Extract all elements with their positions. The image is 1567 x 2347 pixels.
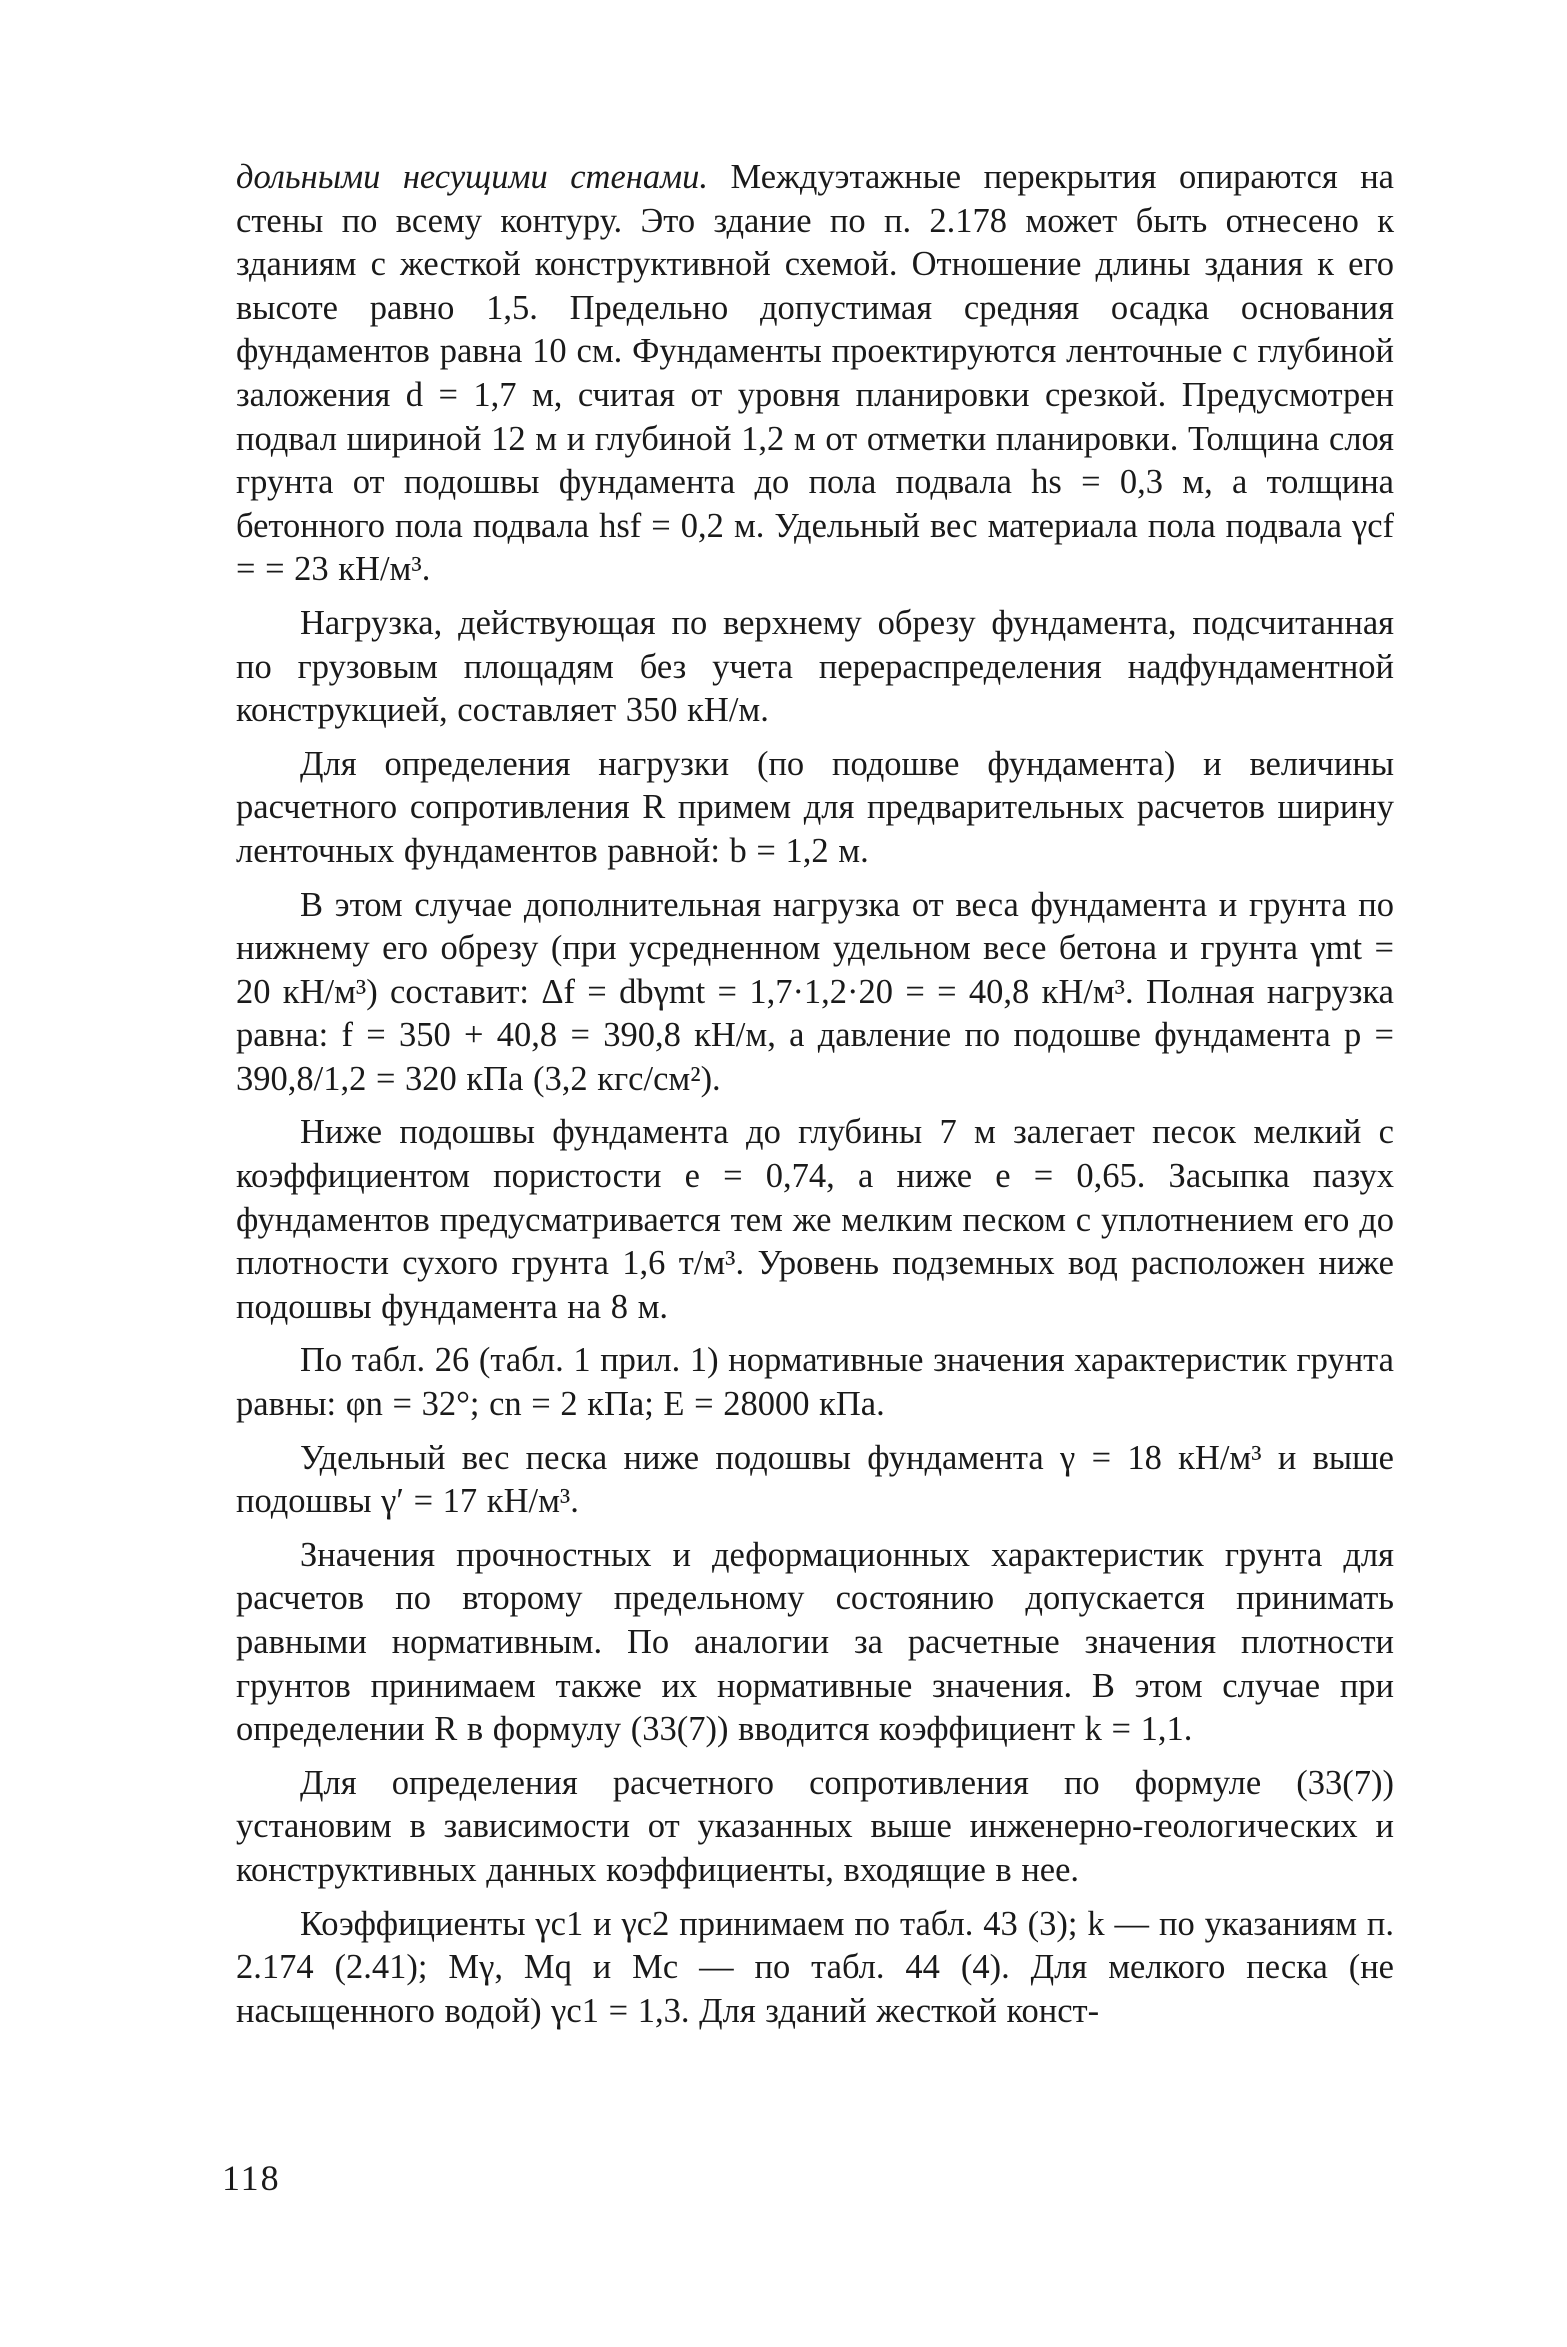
paragraph-7: Удельный вес песка ниже подошвы фундамента γ = 18 кН/м³ и выше подошвы γ′ = 17 кН/м³. — [236, 1438, 1394, 1521]
page-number: 118 — [222, 2158, 281, 2198]
paragraph-10: Коэффициенты γc1 и γc2 принимаем по табл. 43 (3); k — по указаниям п. 2.174 (2.41); Mγ, Mq и Mc — по табл. 44 (4). Для мелкого песка (не насыщенного водой) γc1 = 1,3. Для зданий жесткой конст- — [236, 1904, 1394, 2030]
paragraph-4: В этом случае дополнительная нагрузка от веса фундамента и грунта по нижнему его обрезу (при усредненном удельном весе бетона и грунта γmt = 20 кН/м³) составит: Δf = dbγmt = 1,7·1,2·20 = = 40,8 кН/м³. Полная нагрузка равна: f = 350 + 40,8 = 390,8 кН/м, а давление по подошве фундамента p = 390,8/1,2 = 320 кПа (3,2 кгс/см²). — [236, 885, 1394, 1098]
paragraph-3: Для определения нагрузки (по подошве фундамента) и величины расчетного сопротивления R примем для предварительных расчетов ширину ленточных фундаментов равной: b = 1,2 м. — [236, 744, 1394, 870]
paragraph-9: Для определения расчетного сопротивления по формуле (33(7)) установим в зависимости от указанных выше инженерно-геологических и конструктивных данных коэффициенты, входящие в нее. — [236, 1763, 1394, 1889]
page-text-body — [236, 156, 1394, 2043]
paragraph-6: По табл. 26 (табл. 1 прил. 1) нормативные значения характеристик грунта равны: φn = 32°; cn = 2 кПа; E = 28000 кПа. — [236, 1341, 1394, 1424]
paragraph-1-text: Междуэтажные перекрытия опираются на стены по всему контуру. Это здание по п. 2.178 может быть отнесено к зданиям с жесткой конструктивной схемой. Отношение длины здания к его высоте равно 1,5. Предельно допустимая средняя осадка основания фундаментов равна 10 см. Фундаменты проектируются ленточные с глубиной заложения d = 1,7 м, считая от уровня планировки срезкой. Предусмотрен подвал шириной 12 м и глубиной 1,2 м от отметки планировки. Толщина слоя грунта от подошвы фундамента до пола подвала hs = 0,3 м, а толщина бетонного пола подвала hsf = 0,2 м. Удельный вес материала пола подвала γcf = = 23 кН/м³. — [236, 158, 1394, 589]
paragraph-1-lead: дольными несущими стенами. — [236, 158, 709, 196]
paragraph-8: Значения прочностных и деформационных характеристик грунта для расчетов по второму предельному состоянию допускается принимать равными нормативным. По аналогии за расчетные значения плотности грунтов принимаем также их нормативные значения. В этом случае при определении R в формулу (33(7)) вводится коэффициент k = 1,1. — [236, 1535, 1394, 1749]
paragraph-1 — [236, 156, 1394, 592]
paragraph-5: Ниже подошвы фундамента до глубины 7 м залегает песок мелкий с коэффициентом пористости e = 0,74, а ниже e = 0,65. Засыпка пазух фундаментов предусматривается тем же мелким песком с уплотнением его до плотности сухого грунта 1,6 т/м³. Уровень подземных вод расположен ниже подошвы фундамента на 8 м. — [236, 1113, 1394, 1326]
paragraph-2: Нагрузка, действующая по верхнему обрезу фундамента, подсчитанная по грузовым площадям без учета перераспределения надфундаментной конструкцией, составляет 350 кН/м. — [236, 603, 1394, 730]
